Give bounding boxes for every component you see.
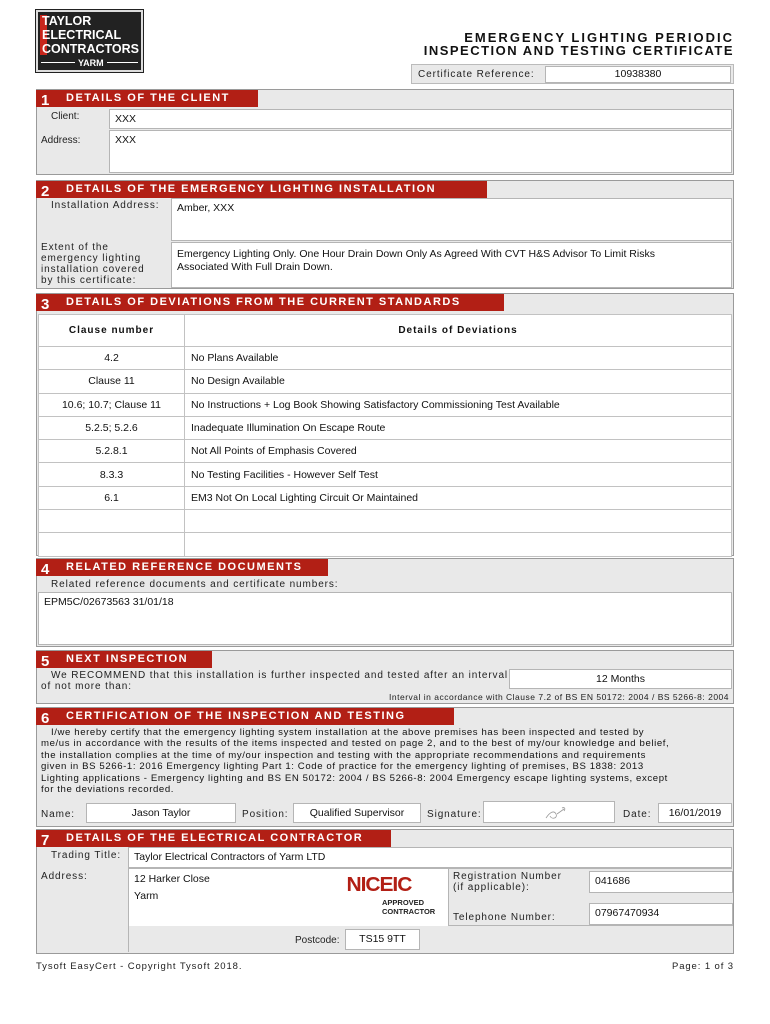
section-reference-documents	[36, 558, 734, 647]
section-next-inspection	[36, 650, 734, 704]
section-5-title: NEXT INSPECTION	[66, 653, 189, 665]
extent-value	[171, 242, 732, 288]
section-6-number: 6	[41, 710, 50, 727]
section-2-heading	[36, 181, 487, 198]
trading-title-label: Trading Title:	[51, 850, 122, 861]
certification-line-5: Lighting applications - Emergency lighting and BS EN 50172: 2004 / BS 5266-8: 2004 Emergency escape lighting systems, except	[41, 772, 668, 784]
certification-line-4: given in BS 5266-1: 2016 Emergency lighting Part 1: Code of practice for the emergency lighting of premises, BS 1838: 2013	[41, 761, 644, 773]
certification-line-1: I/we hereby certify that the emergency lighting system installation at the above premises has been inspected and tested by	[51, 727, 645, 738]
clause-cell: 5.2.8.1	[39, 440, 185, 463]
clause-cell: 6.1	[39, 486, 185, 509]
signature-image	[484, 802, 616, 824]
certificate-reference-label: Certificate Reference:	[418, 69, 535, 80]
detail-cell: Inadequate Illumination On Escape Route	[185, 416, 732, 439]
logo-place: YARM	[75, 58, 107, 68]
next-inspection-text-1: We RECOMMEND that this installation is further inspected and tested after an interval	[51, 670, 509, 681]
position-value: Qualified Supervisor	[293, 803, 421, 823]
section-5-number: 5	[41, 653, 50, 670]
table-row	[39, 347, 732, 370]
next-inspection-text-2: of not more than:	[41, 681, 132, 692]
section-4-title: RELATED REFERENCE DOCUMENTS	[66, 561, 303, 573]
footer-page-number: Page: 1 of 3	[671, 961, 734, 972]
detail-cell	[185, 510, 732, 533]
footer-copyright: Tysoft EasyCert - Copyright Tysoft 2018.	[36, 961, 243, 972]
section-client	[36, 89, 734, 175]
section-1-number: 1	[41, 92, 50, 109]
client-value: XXX	[109, 109, 732, 129]
table-row	[39, 416, 732, 439]
certification-line-3: the installation complies at the time of my/our inspection and testing with the appropriate recommendations and requirements	[41, 749, 647, 761]
certification-line-2: me/us in accordance with the results of the items inspected and tested on page 2, and to the best of my/our knowledge and belief,	[41, 738, 670, 750]
section-4-number: 4	[41, 561, 50, 578]
logo-line-2: ELECTRICAL	[42, 28, 122, 42]
section-3-heading	[36, 294, 504, 311]
name-label: Name:	[41, 809, 75, 820]
contractor-address-line-2: Yarm	[134, 890, 159, 902]
section-3-title: DETAILS OF DEVIATIONS FROM THE CURRENT STANDARDS	[66, 296, 461, 308]
postcode-value: TS15 9TT	[345, 929, 420, 950]
postcode-row	[129, 926, 733, 952]
date-value: 16/01/2019	[658, 803, 732, 823]
certificate-title-line-2: INSPECTION AND TESTING CERTIFICATE	[423, 43, 734, 58]
reference-documents-label: Related reference documents and certificate numbers:	[51, 579, 339, 590]
certificate-title-line-1: EMERGENCY LIGHTING PERIODIC	[464, 30, 734, 45]
signature-box	[483, 801, 615, 823]
next-inspection-interval: 12 Months	[509, 669, 732, 689]
telephone-value: 07967470934	[589, 903, 733, 925]
reference-documents-value: EPM5C/02673563 31/01/18	[38, 592, 732, 645]
extent-label-4: by this certificate:	[41, 275, 137, 286]
extent-label-1: Extent of the	[41, 242, 109, 253]
niceic-logo	[348, 874, 438, 924]
postcode-label: Postcode:	[295, 935, 340, 946]
detail-cell	[185, 533, 732, 556]
extent-value-line-2: Associated With Full Drain Down.	[177, 261, 333, 273]
interval-note: Interval in accordance with Clause 7.2 of BS EN 50172: 2004 / BS 5266-8: 2004	[389, 692, 729, 702]
clause-cell	[39, 533, 185, 556]
reg-number-panel	[448, 869, 733, 926]
table-row	[39, 510, 732, 533]
table-row	[39, 533, 732, 556]
deviation-details-header: Details of Deviations	[185, 315, 732, 347]
section-4-heading	[36, 559, 328, 576]
niceic-logo-text: NICEIC	[346, 874, 412, 896]
name-value: Jason Taylor	[86, 803, 236, 823]
detail-cell: No Testing Facilities - However Self Test	[185, 463, 732, 486]
contractor-address-label: Address:	[41, 871, 88, 882]
section-1-title: DETAILS OF THE CLIENT	[66, 92, 230, 104]
section-installation	[36, 180, 734, 289]
signature-label: Signature:	[427, 809, 482, 820]
section-6-title: CERTIFICATION OF THE INSPECTION AND TESTING	[66, 710, 406, 722]
client-address-label: Address:	[41, 135, 81, 146]
section-7-heading	[36, 830, 391, 847]
detail-cell: No Instructions + Log Book Showing Satisfactory Commissioning Test Available	[185, 393, 732, 416]
section-6-heading	[36, 708, 454, 725]
section-7-number: 7	[41, 832, 50, 849]
clause-cell	[39, 510, 185, 533]
clause-cell: 5.2.5; 5.2.6	[39, 416, 185, 439]
position-label: Position:	[242, 809, 289, 820]
section-deviations	[36, 293, 734, 556]
table-row	[39, 370, 732, 393]
registration-number-value: 041686	[589, 871, 733, 893]
certificate-reference-row	[411, 64, 734, 84]
section-certification	[36, 707, 734, 827]
section-2-number: 2	[41, 183, 50, 200]
extent-label-2: emergency lighting	[41, 253, 142, 264]
deviations-table	[38, 314, 732, 557]
registration-number-label-2: (if applicable):	[453, 882, 530, 893]
deviations-header-row	[39, 315, 732, 347]
section-electrical-contractor	[36, 829, 734, 954]
certification-line-6: for the deviations recorded.	[41, 784, 175, 796]
table-row	[39, 486, 732, 509]
registration-number-label-1: Registration Number	[453, 871, 562, 882]
extent-label-3: installation covered	[41, 264, 145, 275]
clause-cell: 8.3.3	[39, 463, 185, 486]
clause-cell: 4.2	[39, 347, 185, 370]
company-logo	[36, 10, 143, 72]
niceic-approved-1: APPROVED	[382, 898, 425, 907]
trading-title-value: Taylor Electrical Contractors of Yarm LTD	[128, 847, 732, 868]
detail-cell: Not All Points of Emphasis Covered	[185, 440, 732, 463]
table-row	[39, 463, 732, 486]
extent-value-line-1: Emergency Lighting Only. One Hour Drain Down Only As Agreed With CVT H&S Advisor To Limit Risks	[177, 248, 655, 260]
section-2-title: DETAILS OF THE EMERGENCY LIGHTING INSTALLATION	[66, 183, 437, 195]
section-1-heading	[36, 90, 258, 107]
detail-cell: No Plans Available	[185, 347, 732, 370]
section-5-heading	[36, 651, 212, 668]
table-row	[39, 440, 732, 463]
section-3-number: 3	[41, 296, 50, 313]
niceic-approved-2: CONTRACTOR	[382, 907, 436, 916]
clause-cell: Clause 11	[39, 370, 185, 393]
contractor-address-line-1: 12 Harker Close	[134, 873, 210, 885]
installation-address-label: Installation Address:	[51, 200, 160, 211]
clause-number-header: Clause number	[39, 315, 185, 347]
table-row	[39, 393, 732, 416]
logo-line-3: CONTRACTORS	[42, 42, 139, 56]
telephone-label: Telephone Number:	[453, 912, 556, 923]
certificate-reference-value: 10938380	[545, 66, 731, 83]
certification-statement	[41, 727, 669, 795]
detail-cell: No Design Available	[185, 370, 732, 393]
installation-address-value: Amber, XXX	[171, 198, 732, 241]
detail-cell: EM3 Not On Local Lighting Circuit Or Maintained	[185, 486, 732, 509]
client-label: Client:	[51, 111, 80, 122]
date-label: Date:	[623, 809, 652, 820]
clause-cell: 10.6; 10.7; Clause 11	[39, 393, 185, 416]
section-7-title: DETAILS OF THE ELECTRICAL CONTRACTOR	[66, 832, 364, 844]
client-address-value: XXX	[109, 130, 732, 173]
logo-line-1: TAYLOR	[42, 14, 92, 28]
contractor-address-box	[128, 868, 732, 952]
